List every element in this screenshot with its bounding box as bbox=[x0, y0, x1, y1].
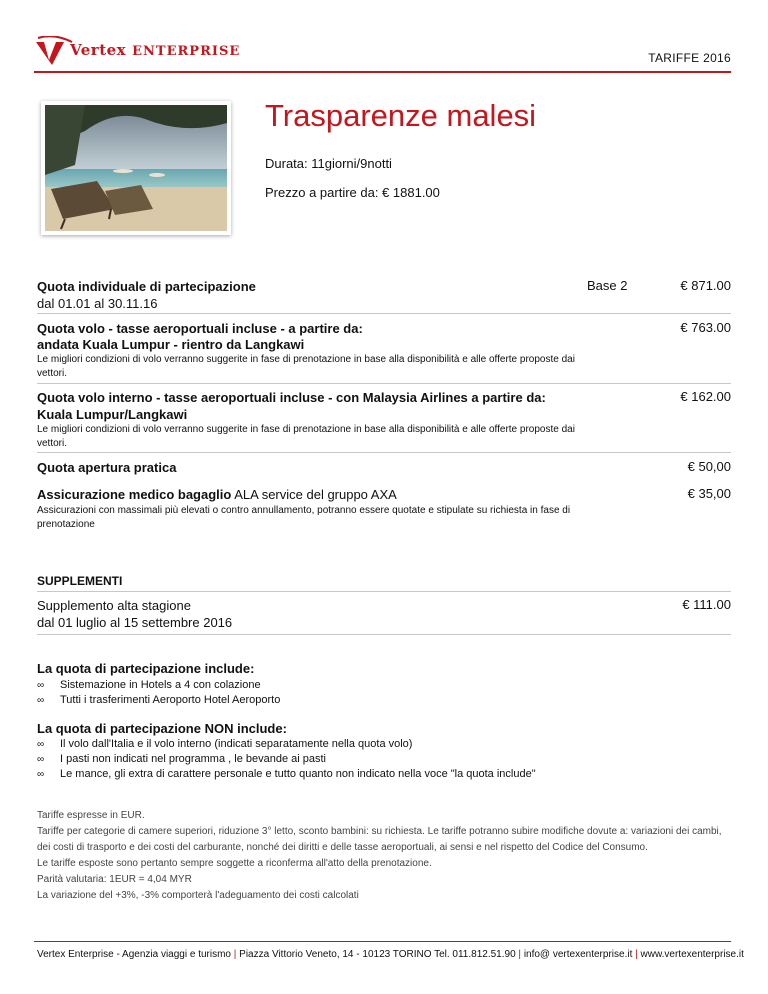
row-divider bbox=[37, 383, 731, 384]
row-divider bbox=[37, 313, 731, 314]
price-row-amount: € 35,00 bbox=[687, 486, 731, 501]
price-row-amount: € 162.00 bbox=[680, 389, 731, 404]
footer-email-link[interactable]: info@ vertexenterprise.it bbox=[523, 949, 633, 960]
trip-title: Trasparenze malesi bbox=[265, 98, 537, 133]
footer: Vertex Enterprise - Agenzia viaggi e turismo | Piazza Vittorio Veneto, 14 - 10123 TORINO Tel. 011.812.51.90 | info@ vertexenterprise.it | www.vertexenterprise.it bbox=[37, 949, 744, 960]
bullet-icon: ∞ bbox=[37, 680, 45, 691]
footer-website-link[interactable]: www.vertexenterprise.it bbox=[640, 949, 744, 960]
price-row-route: andata Kuala Lumpur - rientro da Langkawi bbox=[37, 337, 305, 352]
price-row-amount: € 871.00 bbox=[680, 278, 731, 293]
trip-duration: Durata: 11giorni/9notti bbox=[265, 156, 392, 171]
row-divider bbox=[37, 634, 731, 635]
row-divider bbox=[37, 591, 731, 592]
price-row-title: Assicurazione medico bagaglio ALA service del gruppo AXA bbox=[37, 487, 397, 502]
price-row-amount: € 763.00 bbox=[680, 320, 731, 335]
fine-print bbox=[37, 808, 737, 904]
includes-heading: La quota di partecipazione include: bbox=[37, 661, 255, 676]
logo-emblem-icon bbox=[34, 36, 74, 66]
list-item: ∞ Sistemazione in Hotels a 4 con colazione bbox=[37, 679, 261, 691]
price-row-period: dal 01.01 al 30.11.16 bbox=[37, 296, 158, 311]
price-row-amount: € 50,00 bbox=[687, 459, 731, 474]
header-label: TARIFFE 2016 bbox=[648, 51, 731, 65]
includes-list bbox=[37, 678, 280, 708]
bullet-icon: ∞ bbox=[37, 695, 45, 706]
beach-image bbox=[45, 105, 227, 231]
row-divider bbox=[37, 452, 731, 453]
list-item: ∞ Le mance, gli extra di carattere personale e tutto quanto non indicato nella voce "la quota include" bbox=[37, 768, 536, 780]
excludes-heading: La quota di partecipazione NON include: bbox=[37, 721, 287, 736]
fine-print-line: La variazione del +3%, -3% comporterà l'adeguamento dei costi calcolati bbox=[37, 890, 359, 901]
footer-divider bbox=[34, 941, 731, 942]
fine-print-line: Parità valutaria: 1EUR = 4,04 MYR bbox=[37, 874, 192, 885]
fine-print-line: Tariffe espresse in EUR. bbox=[37, 810, 145, 821]
company-logo bbox=[34, 36, 241, 66]
header-divider bbox=[34, 71, 731, 73]
price-row-base: Base 2 bbox=[587, 278, 628, 293]
supplement-period: dal 01 luglio al 15 settembre 2016 bbox=[37, 615, 233, 630]
list-item: ∞ I pasti non indicati nel programma , le bevande ai pasti bbox=[37, 753, 326, 765]
bullet-icon: ∞ bbox=[37, 739, 45, 750]
price-row-route: Kuala Lumpur/Langkawi bbox=[37, 407, 188, 422]
fine-print-line: Tariffe per categorie di camere superiori, riduzione 3° letto, sconto bambini: su richiesta. Le tariffe potranno subire modifiche dovute a: variazioni dei cambi, dei costi di trasporto e dei costi del carburante, nonché dei diritti e delle tasse aeroportuali, ai sensi e nel rispetto del Codice del Consumo. bbox=[37, 826, 722, 853]
list-item: ∞ Il volo dall'Italia e il volo interno (indicati separatamente nella quota volo) bbox=[37, 738, 413, 750]
price-row-title: Quota volo interno - tasse aeroportuali incluse - con Malaysia Airlines a partire da: bbox=[37, 390, 546, 405]
logo-wordmark: Vertex ENTERPRISE bbox=[70, 41, 241, 59]
bullet-icon: ∞ bbox=[37, 754, 45, 765]
beach-photo bbox=[41, 101, 231, 235]
excludes-list bbox=[37, 737, 536, 782]
price-row-note: Le migliori condizioni di volo verranno suggerite in fase di prenotazione in base alla disponibilità e alle offerte proposte dai vettori. bbox=[37, 424, 575, 449]
price-row-title: Quota apertura pratica bbox=[37, 460, 177, 475]
trip-price-from: Prezzo a partire da: € 1881.00 bbox=[265, 185, 440, 200]
price-row-note: Le migliori condizioni di volo verranno suggerite in fase di prenotazione in base alla disponibilità e alle offerte proposte dai vettori. bbox=[37, 354, 575, 379]
supplement-title: Supplemento alta stagione bbox=[37, 598, 191, 613]
price-row-note: Assicurazioni con massimali più elevati o contro annullamento, potranno essere quotate e stipulate su richiesta in fase di prenotazione bbox=[37, 505, 571, 530]
price-row-title: Quota volo - tasse aeroportuali incluse - a partire da: bbox=[37, 321, 363, 336]
supplements-heading: SUPPLEMENTI bbox=[37, 574, 123, 588]
list-item: ∞ Tutti i trasferimenti Aeroporto Hotel Aeroporto bbox=[37, 694, 281, 706]
supplement-amount: € 111.00 bbox=[682, 597, 731, 612]
price-row-title: Quota individuale di partecipazione bbox=[37, 279, 256, 294]
fine-print-line: Le tariffe esposte sono pertanto sempre soggette a riconferma all'atto della prenotazione. bbox=[37, 858, 432, 869]
bullet-icon: ∞ bbox=[37, 769, 45, 780]
